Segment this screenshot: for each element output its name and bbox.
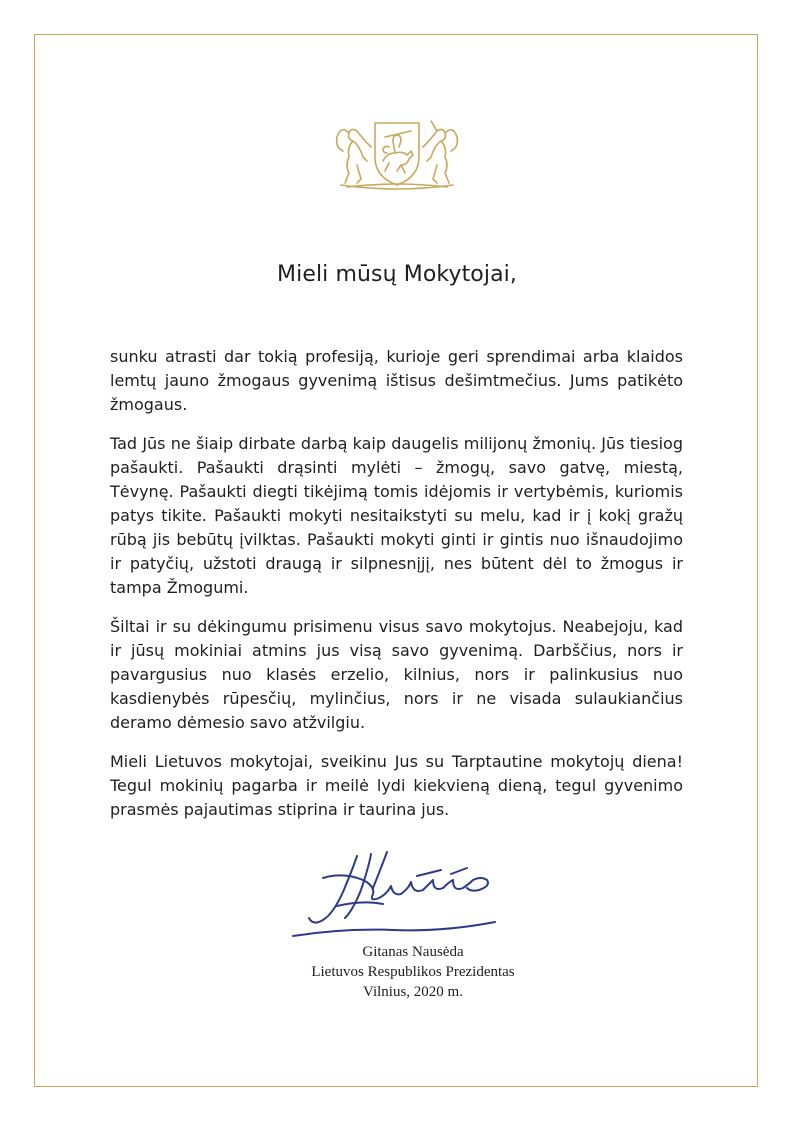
signatory-place-date: Vilnius, 2020 m.: [363, 984, 463, 1000]
signatory-title: Lietuvos Respublikos Prezidentas: [311, 964, 515, 980]
signature-block: [0, 942, 794, 1002]
paragraph-3: Šiltai ir su dėkingumu prisimenu visus savo mokytojus. Neabejoju, kad ir jūsų mokiniai atmins jus visą savo gyvenimą. Darbščius, nors ir pavargusius nuo klasės erzelio, kilnius, nors ir palinkusius nuo kasdienybės rūpesčių, mylinčius, nors ir ne visada sulaukiančius deramo dėmesio savo atžvilgiu.: [110, 617, 683, 732]
letter-salutation: Mieli mūsų Mokytojai,: [277, 262, 517, 287]
letter-body: [110, 345, 683, 837]
coat-of-arms-emblem: [327, 117, 467, 190]
signatory-name: Gitanas Nausėda: [362, 944, 464, 960]
paragraph-1: sunku atrasti dar tokią profesiją, kurioje geri sprendimai arba klaidos lemtų jauno žmogaus gyvenimą ištisus dešimtmečius. Jums patikėto žmogaus.: [110, 347, 683, 414]
handwritten-signature: [283, 848, 501, 944]
paragraph-4: Mieli Lietuvos mokytojai, sveikinu Jus su Tarptautine mokytojų diena! Tegul mokinių pagarba ir meilė lydi kiekvieną dieną, tegul gyvenimo prasmės pajautimas stiprina ir taurina jus.: [110, 752, 683, 819]
paragraph-2: Tad Jūs ne šiaip dirbate darbą kaip daugelis milijonų žmonių. Jūs tiesiog pašaukti. Pašaukti drąsinti mylėti – žmogų, savo gatvę, miestą, Tėvynę. Pašaukti diegti tikėjimą tomis idėjomis ir vertybėmis, kuriomis patys tikite. Pašaukti mokyti nesitaikstyti su melu, kad ir į kokį gražų rūbą jis bebūtų įvilktas. Pašaukti mokyti ginti ir gintis nuo išnaudojimo ir patyčių, užstoti draugą ir silpnesnįjį, nes būtent dėl to žmogus ir tampa Žmogumi.: [110, 434, 683, 597]
